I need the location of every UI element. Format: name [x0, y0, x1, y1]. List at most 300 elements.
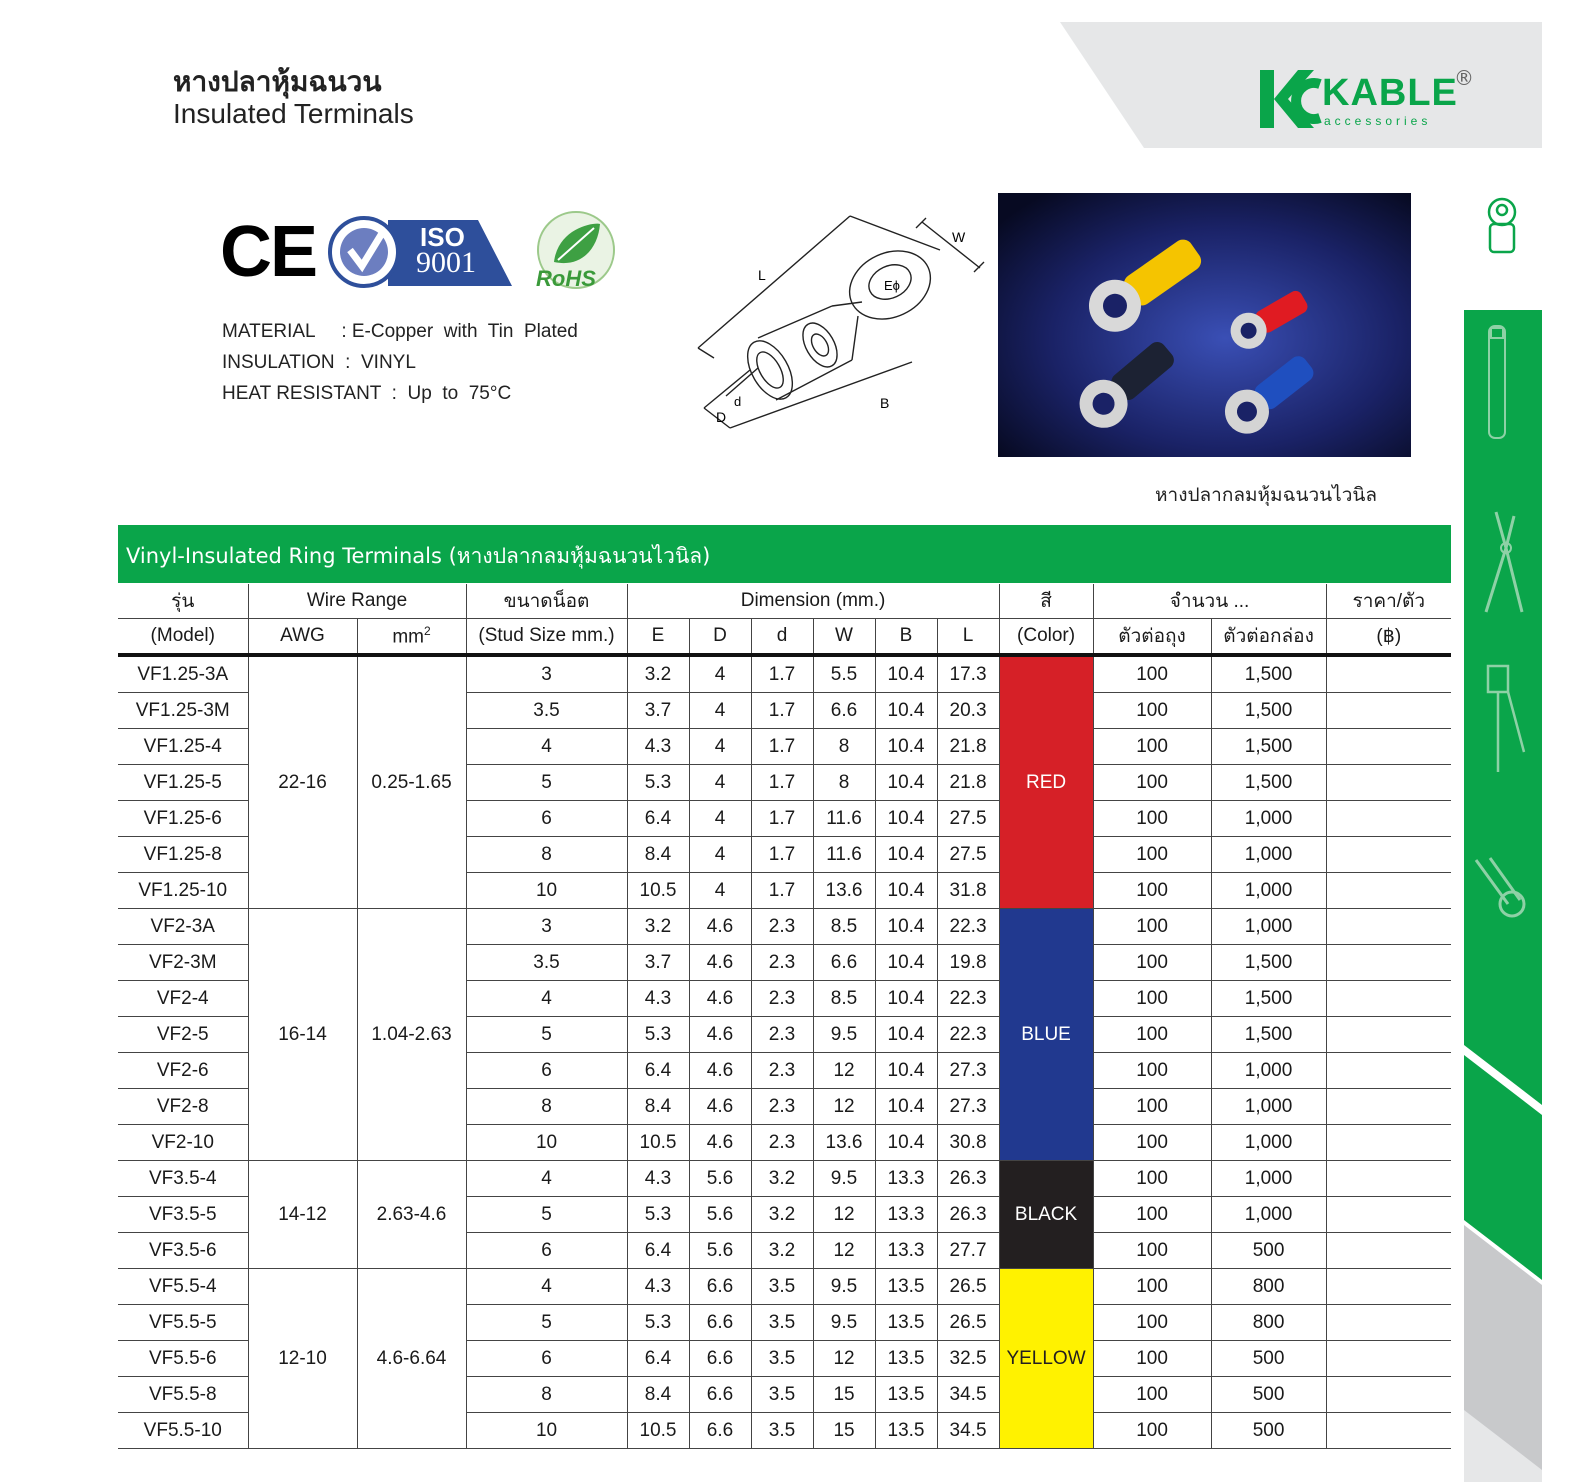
stud-size-cell: 3.5	[466, 945, 627, 981]
terminal-spec-table	[118, 584, 1451, 1449]
dimension-L-cell: 21.8	[937, 729, 999, 765]
qty-box-cell: 1,500	[1211, 945, 1326, 981]
product-photo	[998, 193, 1411, 457]
price-cell	[1326, 1125, 1451, 1161]
dimension-E-cell: 6.4	[627, 1341, 689, 1377]
dimension-B-cell: 10.4	[875, 801, 937, 837]
table-row	[118, 1269, 1451, 1305]
qty-bag-cell: 100	[1093, 1305, 1211, 1341]
dimension-E-cell: 8.4	[627, 1377, 689, 1413]
col-model-header: รุ่น	[118, 584, 248, 619]
model-cell: VF3.5-4	[118, 1161, 248, 1197]
dimension-B-cell: 10.4	[875, 765, 937, 801]
mm2-cell: 4.6-6.64	[357, 1269, 466, 1449]
dimension-W-cell: 11.6	[813, 837, 875, 873]
dimension-D-cell: 5.6	[689, 1233, 751, 1269]
dimension-d-cell: 1.7	[751, 655, 813, 693]
dimension-B-cell: 10.4	[875, 693, 937, 729]
col-dimension-header: Dimension (mm.)	[627, 584, 999, 619]
qty-bag-cell: 100	[1093, 1269, 1211, 1305]
page-title-english: Insulated Terminals	[173, 98, 414, 129]
price-cell	[1326, 1377, 1451, 1413]
model-cell: VF1.25-5	[118, 765, 248, 801]
model-cell: VF2-10	[118, 1125, 248, 1161]
price-cell	[1326, 655, 1451, 693]
dimension-E-cell: 3.2	[627, 655, 689, 693]
dimension-W-cell: 9.5	[813, 1161, 875, 1197]
dimension-E-cell: 4.3	[627, 981, 689, 1017]
crimp-tool-icon	[1484, 660, 1530, 778]
qty-box-cell: 1,000	[1211, 837, 1326, 873]
dimension-D-cell: 4.6	[689, 945, 751, 981]
price-cell	[1326, 1413, 1451, 1449]
col-stud-header: ขนาดน็อต	[466, 584, 627, 619]
dimension-D-cell: 4	[689, 765, 751, 801]
brand-subtitle: accessories	[1324, 114, 1432, 128]
qty-box-cell: 1,000	[1211, 909, 1326, 945]
dimension-d-cell: 1.7	[751, 765, 813, 801]
col-color-header: สี	[999, 584, 1093, 619]
model-cell: VF5.5-4	[118, 1269, 248, 1305]
price-cell	[1326, 873, 1451, 909]
dimension-d-cell: 2.3	[751, 1125, 813, 1161]
dimension-d-cell: 3.5	[751, 1377, 813, 1413]
model-cell: VF3.5-5	[118, 1197, 248, 1233]
dimension-E-cell: 8.4	[627, 1089, 689, 1125]
stud-size-cell: 3	[466, 909, 627, 945]
col-price-header: ราคา/ตัว	[1326, 584, 1451, 619]
qty-box-cell: 500	[1211, 1413, 1326, 1449]
dimension-D-cell: 6.6	[689, 1269, 751, 1305]
model-cell: VF1.25-4	[118, 729, 248, 765]
crimping-plier-icon	[1476, 508, 1532, 616]
col-wire-range-header: Wire Range	[248, 584, 466, 619]
price-cell	[1326, 909, 1451, 945]
qty-bag-cell: 100	[1093, 873, 1211, 909]
dimension-W-cell: 6.6	[813, 693, 875, 729]
dimension-E-cell: 5.3	[627, 1017, 689, 1053]
qty-box-cell: 1,000	[1211, 1125, 1326, 1161]
dimension-D-cell: 4.6	[689, 981, 751, 1017]
stud-size-cell: 6	[466, 1341, 627, 1377]
mm2-cell: 0.25-1.65	[357, 655, 466, 909]
dimension-E-cell: 6.4	[627, 1233, 689, 1269]
model-cell: VF3.5-6	[118, 1233, 248, 1269]
spec-value: : Up to 75°C	[391, 383, 512, 404]
qty-box-cell: 1,000	[1211, 873, 1326, 909]
dimension-L-cell: 26.5	[937, 1305, 999, 1341]
dimension-W-cell: 15	[813, 1413, 875, 1449]
dimension-W-cell: 8.5	[813, 981, 875, 1017]
spec-insulation	[222, 347, 578, 378]
dimension-W-cell: 13.6	[813, 1125, 875, 1161]
stud-size-cell: 10	[466, 1413, 627, 1449]
dimension-L-cell: 27.3	[937, 1089, 999, 1125]
qty-bag-cell: 100	[1093, 981, 1211, 1017]
qty-box-cell: 1,000	[1211, 1089, 1326, 1125]
dimension-W-cell: 9.5	[813, 1017, 875, 1053]
mm2-cell: 2.63-4.6	[357, 1161, 466, 1269]
qty-bag-cell: 100	[1093, 1341, 1211, 1377]
dimension-E-cell: 5.3	[627, 1197, 689, 1233]
qty-box-cell: 500	[1211, 1233, 1326, 1269]
model-cell: VF2-4	[118, 981, 248, 1017]
dimension-d-cell: 2.3	[751, 909, 813, 945]
dimension-D-cell: 6.6	[689, 1305, 751, 1341]
dimension-D-cell: 4.6	[689, 1017, 751, 1053]
stud-size-cell: 4	[466, 729, 627, 765]
col-l-header: L	[937, 619, 999, 656]
mm2-label: mm	[392, 626, 424, 648]
dimension-D-cell: 4	[689, 837, 751, 873]
dimension-D-cell: 4.6	[689, 909, 751, 945]
stud-size-cell: 6	[466, 1053, 627, 1089]
dimension-W-cell: 8	[813, 765, 875, 801]
stud-size-cell: 10	[466, 873, 627, 909]
dimension-L-cell: 17.3	[937, 655, 999, 693]
col-d-header: d	[751, 619, 813, 656]
dimension-W-cell: 6.6	[813, 945, 875, 981]
diagram-label-w: W	[952, 229, 966, 245]
dimension-d-cell: 1.7	[751, 837, 813, 873]
qty-bag-cell: 100	[1093, 909, 1211, 945]
dimension-B-cell: 13.5	[875, 1269, 937, 1305]
qty-bag-cell: 100	[1093, 1233, 1211, 1269]
dimension-W-cell: 8	[813, 729, 875, 765]
qty-bag-cell: 100	[1093, 1089, 1211, 1125]
stud-size-cell: 10	[466, 1125, 627, 1161]
model-cell: VF1.25-8	[118, 837, 248, 873]
qty-bag-cell: 100	[1093, 1197, 1211, 1233]
qty-box-cell: 800	[1211, 1305, 1326, 1341]
dimension-B-cell: 10.4	[875, 655, 937, 693]
model-cell: VF5.5-10	[118, 1413, 248, 1449]
col-quantity-header: จำนวน ...	[1093, 584, 1326, 619]
model-cell: VF1.25-6	[118, 801, 248, 837]
dimension-d-cell: 1.7	[751, 873, 813, 909]
dimension-E-cell: 3.7	[627, 945, 689, 981]
stud-size-cell: 3.5	[466, 693, 627, 729]
dimension-E-cell: 3.2	[627, 909, 689, 945]
dimension-D-cell: 4.6	[689, 1089, 751, 1125]
stud-size-cell: 4	[466, 1161, 627, 1197]
stud-size-cell: 6	[466, 801, 627, 837]
col-mm2-header: $mm^2$	[357, 619, 466, 656]
model-cell: VF5.5-6	[118, 1341, 248, 1377]
rohs-text: RoHS	[536, 266, 596, 291]
stud-size-cell: 6	[466, 1233, 627, 1269]
stud-size-cell: 3	[466, 655, 627, 693]
qty-bag-cell: 100	[1093, 1161, 1211, 1197]
qty-bag-cell: 100	[1093, 693, 1211, 729]
diagram-label-b: B	[880, 395, 890, 411]
dimension-B-cell: 10.4	[875, 1053, 937, 1089]
model-cell: VF2-6	[118, 1053, 248, 1089]
qty-box-cell: 1,500	[1211, 765, 1326, 801]
table-header-row-1	[118, 584, 1451, 619]
dimension-W-cell: 12	[813, 1197, 875, 1233]
col-e-header: E	[627, 619, 689, 656]
model-cell: VF2-3M	[118, 945, 248, 981]
qty-box-cell: 1,500	[1211, 693, 1326, 729]
dimension-L-cell: 31.8	[937, 873, 999, 909]
qty-bag-cell: 100	[1093, 765, 1211, 801]
table-row	[118, 1161, 1451, 1197]
dimension-L-cell: 27.7	[937, 1233, 999, 1269]
qty-box-cell: 1,000	[1211, 801, 1326, 837]
dimension-W-cell: 9.5	[813, 1305, 875, 1341]
col-price-subheader: (฿)	[1326, 619, 1451, 656]
model-cell: VF2-8	[118, 1089, 248, 1125]
dimension-E-cell: 6.4	[627, 801, 689, 837]
dimension-E-cell: 4.3	[627, 1161, 689, 1197]
dimension-L-cell: 22.3	[937, 909, 999, 945]
dimension-D-cell: 4.6	[689, 1053, 751, 1089]
col-D-header: D	[689, 619, 751, 656]
brand-name: KABLE	[1322, 72, 1458, 114]
model-cell: VF1.25-3M	[118, 693, 248, 729]
table-header-row-2	[118, 619, 1451, 656]
dimension-W-cell: 9.5	[813, 1269, 875, 1305]
col-b-header: B	[875, 619, 937, 656]
dimension-B-cell: 10.4	[875, 1125, 937, 1161]
dimension-B-cell: 10.4	[875, 945, 937, 981]
dimension-D-cell: 4	[689, 693, 751, 729]
table-row	[118, 909, 1451, 945]
awg-cell: 22-16	[248, 655, 357, 909]
dimension-L-cell: 26.3	[937, 1197, 999, 1233]
dimension-d-cell: 2.3	[751, 1017, 813, 1053]
qty-box-cell: 1,500	[1211, 1017, 1326, 1053]
dimension-E-cell: 10.5	[627, 873, 689, 909]
spec-heat-resistant	[222, 378, 578, 409]
dimension-B-cell: 10.4	[875, 909, 937, 945]
model-cell: VF2-5	[118, 1017, 248, 1053]
dimension-L-cell: 19.8	[937, 945, 999, 981]
spec-label: INSULATION	[222, 352, 346, 373]
qty-bag-cell: 100	[1093, 1053, 1211, 1089]
table-title: Vinyl-Insulated Ring Terminals (หางปลากลมหุ้มฉนวนไวนิล)	[126, 544, 711, 568]
dimension-L-cell: 30.8	[937, 1125, 999, 1161]
qty-bag-cell: 100	[1093, 1413, 1211, 1449]
dimension-B-cell: 13.5	[875, 1377, 937, 1413]
dimension-B-cell: 10.4	[875, 981, 937, 1017]
price-cell	[1326, 837, 1451, 873]
dimension-B-cell: 13.3	[875, 1233, 937, 1269]
registered-mark: ®	[1454, 66, 1474, 90]
dimension-B-cell: 10.4	[875, 837, 937, 873]
price-cell	[1326, 765, 1451, 801]
stud-size-cell: 8	[466, 837, 627, 873]
qty-box-cell: 500	[1211, 1341, 1326, 1377]
dimension-W-cell: 12	[813, 1341, 875, 1377]
diagram-label-e: Eϕ	[884, 278, 900, 293]
price-cell	[1326, 1017, 1451, 1053]
price-cell	[1326, 801, 1451, 837]
dimension-B-cell: 13.5	[875, 1305, 937, 1341]
iso-text: ISO	[420, 222, 465, 252]
dimension-B-cell: 10.4	[875, 729, 937, 765]
color-cell: BLACK	[999, 1161, 1093, 1269]
dimension-E-cell: 5.3	[627, 1305, 689, 1341]
qty-box-cell: 500	[1211, 1377, 1326, 1413]
dimension-L-cell: 34.5	[937, 1413, 999, 1449]
dimension-D-cell: 6.6	[689, 1341, 751, 1377]
col-model-subheader: (Model)	[118, 619, 248, 656]
color-cell: BLUE	[999, 909, 1093, 1161]
price-cell	[1326, 1161, 1451, 1197]
dimension-B-cell: 13.3	[875, 1197, 937, 1233]
qty-box-cell: 1,500	[1211, 729, 1326, 765]
model-cell: VF1.25-3A	[118, 655, 248, 693]
dimension-W-cell: 8.5	[813, 909, 875, 945]
awg-cell: 12-10	[248, 1269, 357, 1449]
dimension-B-cell: 13.5	[875, 1341, 937, 1377]
dimension-E-cell: 10.5	[627, 1413, 689, 1449]
col-qty-bag-header: ตัวต่อถุง	[1093, 619, 1211, 656]
price-cell	[1326, 1341, 1451, 1377]
awg-cell: 14-12	[248, 1161, 357, 1269]
qty-bag-cell: 100	[1093, 837, 1211, 873]
dimension-E-cell: 3.7	[627, 693, 689, 729]
dimension-d-cell: 2.3	[751, 1053, 813, 1089]
dimension-d-cell: 1.7	[751, 801, 813, 837]
model-cell: VF5.5-5	[118, 1305, 248, 1341]
dimension-D-cell: 5.6	[689, 1197, 751, 1233]
color-cell: RED	[999, 655, 1093, 909]
qty-box-cell: 1,500	[1211, 655, 1326, 693]
qty-box-cell: 800	[1211, 1269, 1326, 1305]
dimension-L-cell: 32.5	[937, 1341, 999, 1377]
dimension-L-cell: 26.5	[937, 1269, 999, 1305]
col-w-header: W	[813, 619, 875, 656]
dimension-L-cell: 27.3	[937, 1053, 999, 1089]
dimension-D-cell: 4.6	[689, 1125, 751, 1161]
price-cell	[1326, 1089, 1451, 1125]
qty-bag-cell: 100	[1093, 655, 1211, 693]
dimension-D-cell: 6.6	[689, 1413, 751, 1449]
stud-size-cell: 5	[466, 1305, 627, 1341]
qty-bag-cell: 100	[1093, 729, 1211, 765]
dimension-W-cell: 13.6	[813, 873, 875, 909]
qty-bag-cell: 100	[1093, 1125, 1211, 1161]
model-cell: VF2-3A	[118, 909, 248, 945]
price-cell	[1326, 1197, 1451, 1233]
ce-mark-icon	[220, 212, 317, 292]
price-cell	[1326, 1053, 1451, 1089]
dimension-B-cell: 13.5	[875, 1413, 937, 1449]
dimension-B-cell: 10.4	[875, 1017, 937, 1053]
col-color-subheader: (Color)	[999, 619, 1093, 656]
dimension-d-cell: 1.7	[751, 693, 813, 729]
qty-bag-cell: 100	[1093, 945, 1211, 981]
dimension-L-cell: 20.3	[937, 693, 999, 729]
page-title-thai: หางปลาหุ้มฉนวน	[173, 65, 382, 98]
spec-value: : E-Copper with Tin Plated	[341, 321, 578, 342]
stud-size-cell: 5	[466, 1017, 627, 1053]
dimension-E-cell: 4.3	[627, 1269, 689, 1305]
dimension-D-cell: 6.6	[689, 1377, 751, 1413]
spec-material	[222, 316, 578, 347]
dimension-d-cell: 2.3	[751, 1089, 813, 1125]
model-cell: VF1.25-10	[118, 873, 248, 909]
spec-label: MATERIAL	[222, 321, 342, 342]
dimension-B-cell: 13.3	[875, 1161, 937, 1197]
dimension-E-cell: 10.5	[627, 1125, 689, 1161]
stud-size-cell: 8	[466, 1089, 627, 1125]
qty-bag-cell: 100	[1093, 1017, 1211, 1053]
brand-logo	[1258, 62, 1478, 134]
spec-label: HEAT RESISTANT	[222, 383, 392, 404]
dimension-d-cell: 3.2	[751, 1161, 813, 1197]
dimension-L-cell: 21.8	[937, 765, 999, 801]
qty-bag-cell: 100	[1093, 1377, 1211, 1413]
dimension-D-cell: 4	[689, 801, 751, 837]
diagram-label-l: L	[758, 267, 766, 283]
qty-box-cell: 1,000	[1211, 1053, 1326, 1089]
price-cell	[1326, 1269, 1451, 1305]
material-specs	[222, 316, 578, 409]
dimension-E-cell: 4.3	[627, 729, 689, 765]
dimension-D-cell: 4	[689, 873, 751, 909]
color-cell: YELLOW	[999, 1269, 1093, 1449]
stud-size-cell: 5	[466, 1197, 627, 1233]
qty-box-cell: 1,000	[1211, 1197, 1326, 1233]
cable-tie-icon	[1482, 322, 1512, 442]
diagram-label-d-large: D	[716, 409, 727, 425]
qty-box-cell: 1,500	[1211, 981, 1326, 1017]
qty-box-cell: 1,000	[1211, 1161, 1326, 1197]
dimension-D-cell: 5.6	[689, 1161, 751, 1197]
col-awg-header: AWG	[248, 619, 357, 656]
col-stud-subheader: (Stud Size mm.)	[466, 619, 627, 656]
dimension-d-cell: 3.2	[751, 1233, 813, 1269]
dimension-W-cell: 12	[813, 1089, 875, 1125]
stud-size-cell: 4	[466, 981, 627, 1017]
dimension-D-cell: 4	[689, 655, 751, 693]
dimension-d-cell: 3.5	[751, 1269, 813, 1305]
dimension-L-cell: 26.3	[937, 1161, 999, 1197]
dimension-W-cell: 12	[813, 1053, 875, 1089]
dimension-W-cell: 11.6	[813, 801, 875, 837]
dimension-L-cell: 22.3	[937, 1017, 999, 1053]
dimension-E-cell: 5.3	[627, 765, 689, 801]
price-cell	[1326, 1233, 1451, 1269]
stud-size-cell: 8	[466, 1377, 627, 1413]
col-qty-box-header: ตัวต่อกล่อง	[1211, 619, 1326, 656]
dimension-d-cell: 2.3	[751, 945, 813, 981]
photo-caption: หางปลากลมหุ้มฉนวนไวนิล	[1155, 484, 1378, 506]
dimension-D-cell: 4	[689, 729, 751, 765]
wrench-icon	[1468, 852, 1534, 922]
stud-size-cell: 4	[466, 1269, 627, 1305]
dimension-L-cell: 34.5	[937, 1377, 999, 1413]
price-cell	[1326, 693, 1451, 729]
dimension-d-cell: 2.3	[751, 981, 813, 1017]
dimension-d-cell: 3.2	[751, 1197, 813, 1233]
dimension-L-cell: 27.5	[937, 837, 999, 873]
dimension-L-cell: 27.5	[937, 801, 999, 837]
price-cell	[1326, 1305, 1451, 1341]
dimension-W-cell: 5.5	[813, 655, 875, 693]
dimension-B-cell: 10.4	[875, 1089, 937, 1125]
mm2-cell: 1.04-2.63	[357, 909, 466, 1161]
awg-cell: 16-14	[248, 909, 357, 1161]
table-row	[118, 655, 1451, 693]
qty-bag-cell: 100	[1093, 801, 1211, 837]
dimension-d-cell: 3.5	[751, 1341, 813, 1377]
model-cell: VF5.5-8	[118, 1377, 248, 1413]
